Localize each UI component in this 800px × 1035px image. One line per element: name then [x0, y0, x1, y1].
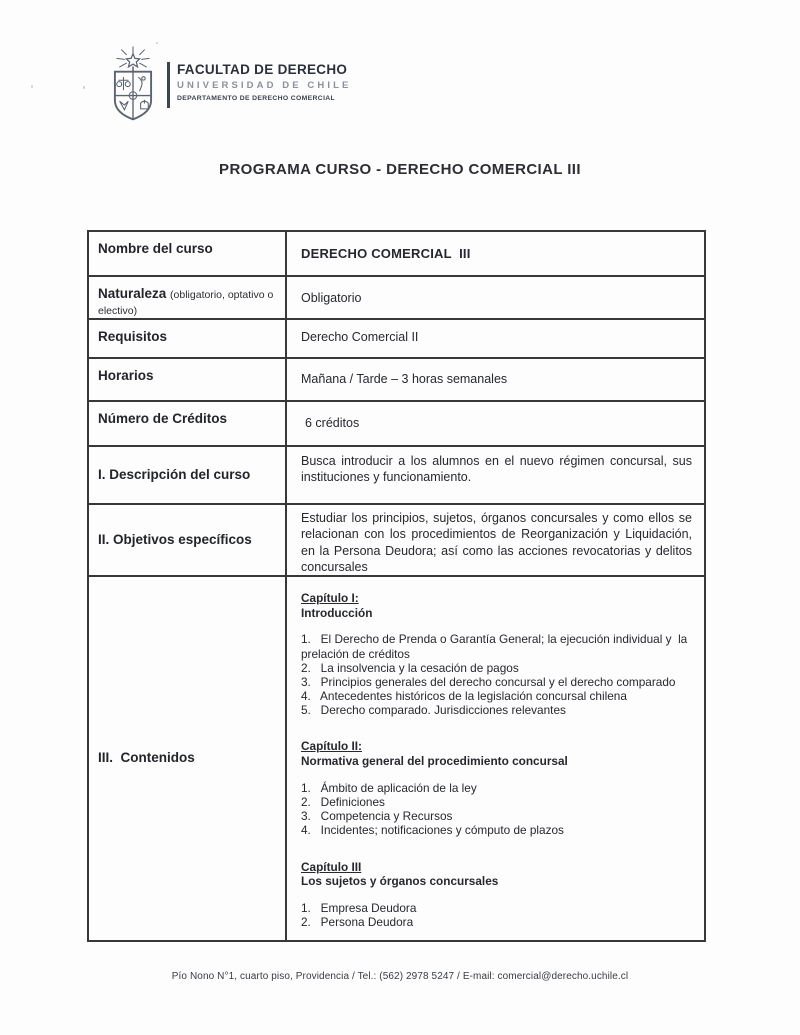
chapter-1 — [301, 591, 692, 717]
chapter-item-list — [301, 632, 692, 717]
list-item: 1. El Derecho de Prenda o Garantía General; la ejecución individual y la prelación de créditos — [301, 632, 691, 661]
scan-speck — [156, 42, 158, 44]
row-label-note: (obligatorio, optativo o electivo) — [98, 289, 274, 318]
row-label — [89, 277, 287, 318]
page-title: PROGRAMA CURSO - DERECHO COMERCIAL III — [219, 161, 581, 178]
list-item: 2. La insolvencia y la cesación de pagos — [301, 660, 519, 675]
row-value: Mañana / Tarde – 3 horas semanales — [301, 372, 508, 386]
table-row-creditos — [89, 402, 704, 447]
table-row-descripcion — [89, 447, 704, 505]
scan-speck — [31, 85, 33, 88]
university-crest-logo — [104, 46, 162, 126]
list-item: 2. Definiciones — [301, 795, 385, 810]
chapter-2 — [301, 739, 692, 837]
table-row-contenidos — [89, 577, 704, 940]
row-value: Obligatorio — [301, 291, 362, 305]
table-row-nombre — [89, 232, 704, 277]
row-value: Estudiar los principios, sujetos, órganos concursales y como ellos se relacionan con los procedimientos de Reorganización y Liquidación, en la Persona Deudora; así como las acciones revocatorias y delitos concursales — [301, 511, 692, 574]
department-name: DEPARTAMENTO DE DERECHO COMERCIAL — [177, 95, 336, 102]
letterhead-text — [177, 62, 351, 102]
row-label: Nombre del curso — [89, 232, 287, 275]
chapter-title: Capítulo I: — [301, 591, 359, 605]
list-item: 3. Principios generales del derecho concursal y el derecho comparado — [301, 674, 676, 689]
table-row-objetivos — [89, 505, 704, 577]
scan-speck — [83, 86, 85, 89]
chapter-title: Capítulo II: — [301, 739, 362, 754]
row-value: 6 créditos — [305, 416, 360, 430]
chapter-subtitle: Los sujetos y órganos concursales — [301, 874, 499, 889]
table-row-naturaleza — [89, 277, 704, 320]
chapter-subtitle: Introducción — [301, 605, 373, 620]
row-label: I. Descripción del curso — [89, 447, 287, 503]
chapter-item-list — [301, 901, 692, 929]
page-footer-address: Pío Nono N°1, cuarto piso, Providencia / Tel.: (562) 2978 5247 / E-mail: comercial@derecho.uchile.cl — [171, 971, 629, 982]
row-label: III. Contenidos — [89, 577, 287, 940]
table-row-requisitos — [89, 320, 704, 359]
list-item: 3. Competencia y Recursos — [301, 809, 453, 824]
row-label: Requisitos — [89, 320, 287, 357]
row-label-text: Naturaleza — [98, 286, 167, 301]
list-item: 1. Ámbito de aplicación de la ley — [301, 780, 477, 795]
contents-cell — [287, 577, 704, 940]
chapter-title: Capítulo III — [301, 859, 362, 874]
list-item: 5. Derecho comparado. Jurisdicciones relevantes — [301, 703, 566, 718]
course-program-table — [87, 230, 706, 942]
university-name: UNIVERSIDAD DE CHILE — [177, 80, 352, 91]
course-name-value: DERECHO COMERCIAL III — [301, 246, 471, 261]
list-item: 4. Antecedentes históricos de la legislación concursal chilena — [301, 689, 627, 704]
letterhead-divider — [167, 62, 170, 108]
list-item: 1. Empresa Deudora — [301, 900, 417, 915]
chapter-3 — [301, 860, 692, 930]
list-item: 2. Persona Deudora — [301, 915, 414, 930]
chapter-subtitle: Normativa general del procedimiento concursal — [301, 754, 568, 769]
faculty-name: FACULTAD DE DERECHO — [177, 62, 348, 77]
letterhead — [104, 46, 351, 126]
row-value: Busca introducir a los alumnos en el nuevo régimen concursal, sus instituciones y funcionamiento. — [301, 454, 692, 485]
row-label: Número de Créditos — [89, 402, 287, 445]
list-item: 4. Incidentes; notificaciones y cómputo de plazos — [301, 823, 564, 838]
row-label: Horarios — [89, 359, 287, 400]
table-row-horarios — [89, 359, 704, 402]
row-label: II. Objetivos específicos — [89, 505, 287, 575]
row-value: Derecho Comercial II — [301, 330, 419, 344]
chapter-item-list — [301, 781, 692, 838]
